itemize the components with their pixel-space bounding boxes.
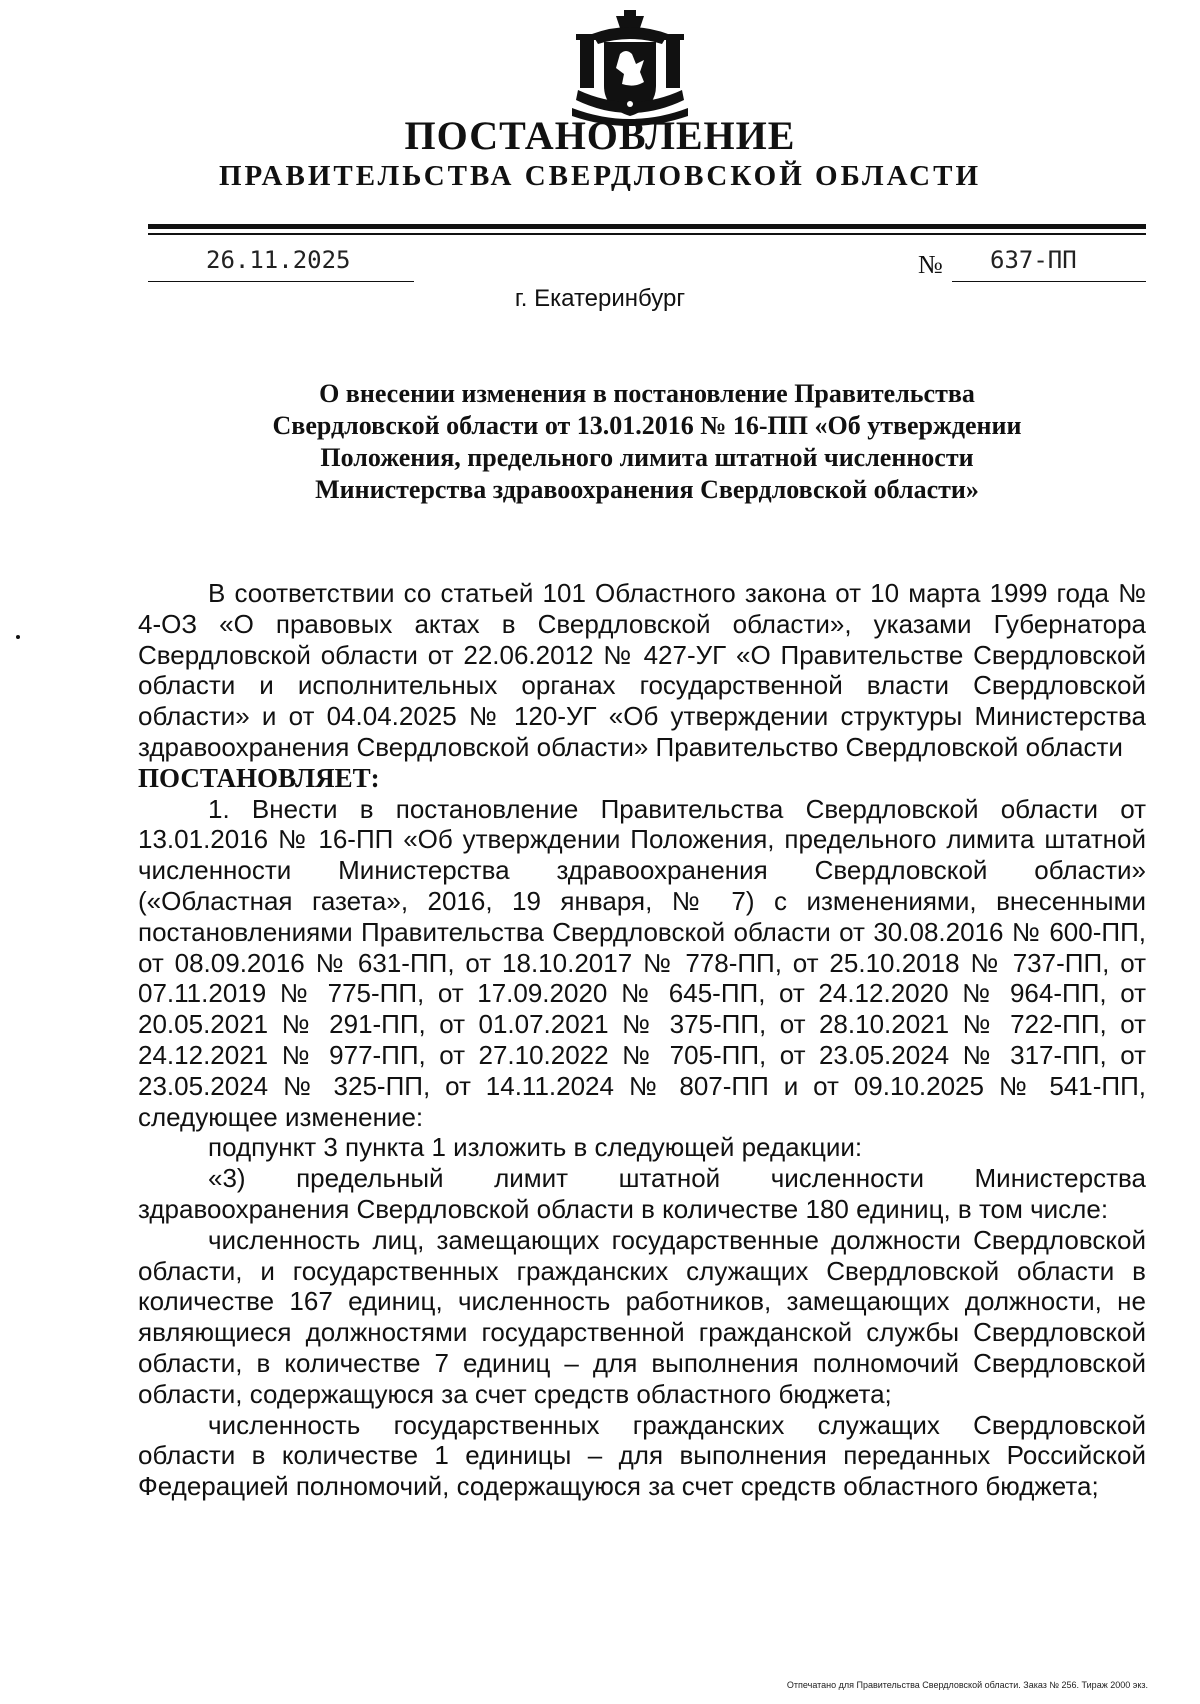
federal-powers-paragraph: численность государственных гражданских служащих Свердловской области в количестве 1 единицы – для выполнения переданных Российской Федерацией полномочий, содержащуюся за счет средств областного бюджета; [138, 1409, 1146, 1502]
document-title-line: Министерства здравоохранения Свердловской области» [315, 475, 979, 504]
document-body [138, 578, 1146, 1502]
date-underline [148, 281, 414, 282]
header-divider-thick [148, 224, 1146, 229]
number-underline [952, 281, 1146, 282]
document-number: 637-ПП [990, 246, 1077, 274]
print-imprint: Отпечатано для Правительства Свердловской области. Заказ № 256. Тираж 2000 экз. [786, 1680, 1148, 1690]
margin-mark [16, 635, 20, 639]
decree-word: ПОСТАНОВЛЯЕТ: [138, 762, 380, 793]
issuing-authority: ПРАВИТЕЛЬСТВА СВЕРДЛОВСКОЙ ОБЛАСТИ [218, 160, 982, 192]
document-title [148, 378, 1146, 506]
document-title-line: О внесении изменения в постановление Правительства [319, 379, 975, 408]
document-date: 26.11.2025 [206, 246, 351, 274]
staff-count-paragraph: численность лиц, замещающих государственные должности Свердловской области, и государственных гражданских служащих Свердловской области в количестве 167 единиц, численность работников, замещающих должности, не являющиеся должностями государственной гражданской службы Свердловской области, в количестве 7 единиц – для выполнения полномочий Свердловской области, содержащуюся за счет средств областного бюджета; [138, 1224, 1146, 1409]
amendment-intro-paragraph: подпункт 3 пункта 1 изложить в следующей редакции: [208, 1132, 863, 1163]
clause-1-paragraph: 1. Внести в постановление Правительства Свердловской области от 13.01.2016 № 16-ПП «Об утверждении Положения, предельного лимита штатной численности Министерства здравоохранения Свердловской области» («Областная газета», 2016, 19 января, № 7) с изменениями, внесенными постановлениями Правительства Свердловской области от 30.08.2016 № 600-ПП, от 08.09.2016 № 631-ПП, от 18.10.2017 № 778-ПП, от 25.10.2018 № 737-ПП, от 07.11.2019 № 775-ПП, от 17.09.2020 № 645-ПП, от 24.12.2020 № 964-ПП, от 20.05.2021 № 291-ПП, от 01.07.2021 № 375-ПП, от 28.10.2021 № 722-ПП, от 24.12.2021 № 977-ПП, от 27.10.2022 № 705-ПП, от 23.05.2024 № 317-ПП, от 23.05.2024 № 325-ПП, от 14.11.2024 № 807-ПП и от 09.10.2025 № 541-ПП, следующее изменение: [138, 793, 1146, 1132]
coat-of-arms-emblem [570, 8, 690, 128]
preamble-paragraph: В соответствии со статьей 101 Областного закона от 10 марта 1999 года № 4-ОЗ «О правовых актах в Свердловской области», указами Губернатора Свердловской области от 22.06.2012 № 427-УГ «О Правительстве Свердловской области и исполнительных органах государственной власти Свердловской области» и от 04.04.2025 № 120-УГ «Об утверждении структуры Министерства здравоохранения Свердловской области» Правительство Свердловской области [138, 578, 1146, 762]
document-title-line: Свердловской области от 13.01.2016 № 16-ПП «Об утверждении [272, 411, 1022, 440]
document-type-title: ПОСТАНОВЛЕНИЕ [404, 113, 796, 158]
number-sign: № [918, 250, 943, 279]
city-of-issue: г. Екатеринбург [514, 285, 686, 312]
amendment-text-paragraph: «3) предельный лимит штатной численности Министерства здравоохранения Свердловской области в количестве 180 единиц, в том числе: [138, 1163, 1146, 1224]
document-title-line: Положения, предельного лимита штатной численности [320, 443, 974, 472]
header-divider-thin [148, 233, 1146, 235]
